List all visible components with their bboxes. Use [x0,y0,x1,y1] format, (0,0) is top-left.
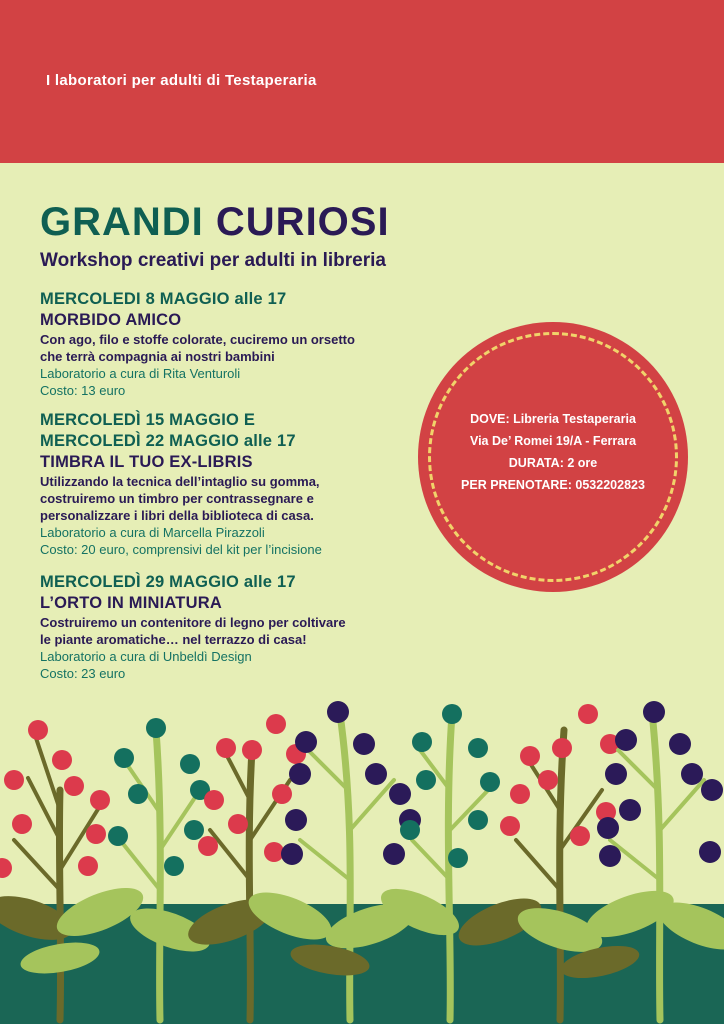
event-meta [40,365,420,399]
event-date [40,410,420,452]
event-description-line: costruiremo un timbro per contrassegnare e [40,491,314,506]
event-description [40,473,420,524]
event-description-line: personalizzare i libri della biblioteca di casa. [40,508,314,523]
event-date [40,289,420,310]
event-host: Laboratorio a cura di Rita Venturoli [40,366,241,381]
event-description-line: che terrà compagnia ai nostri bambini [40,349,275,364]
title-word-grandi: GRANDI [40,200,204,244]
event-timbra-ex-libris [40,410,420,558]
event-date [40,572,420,593]
event-cost: Costo: 23 euro [40,666,126,681]
info-booking: PER PRENOTARE: 0532202823 [461,478,645,492]
header-subtitle: I laboratori per adulti di Testaperaria [46,72,317,89]
tagline: Workshop creativi per adulti in libreria [40,250,386,271]
event-meta [40,524,420,558]
event-date-line: MERCOLEDÌ 15 MAGGIO E [40,411,256,429]
berry-garden-illustration [0,690,724,1024]
title-word-curiosi: CURIOSI [215,200,390,244]
event-cost: Costo: 20 euro, comprensivi del kit per l’incisione [40,542,322,557]
event-date-line: MERCOLEDÌ 29 MAGGIO alle 17 [40,573,296,591]
info-duration: DURATA: 2 ore [508,456,598,470]
info-where: DOVE: Libreria Testaperaria [470,412,636,426]
info-text [418,408,688,496]
page-title [40,198,390,246]
event-orto-in-miniatura [40,572,420,682]
event-date-line: MERCOLEDI 8 MAGGIO alle 17 [40,290,287,308]
event-host: Laboratorio a cura di Unbeldì Design [40,649,252,664]
event-meta [40,648,420,682]
event-name: MORBIDO AMICO [40,311,182,329]
info-address: Via De’ Romei 19/A - Ferrara [469,434,637,448]
event-cost: Costo: 13 euro [40,383,126,398]
event-morbido-amico [40,289,420,399]
top-banner [0,0,724,163]
event-name: TIMBRA IL TUO EX-LIBRIS [40,453,253,471]
event-description [40,614,420,648]
event-name: L’ORTO IN MINIATURA [40,594,222,612]
event-description-line: le piante aromatiche… nel terrazzo di casa! [40,632,307,647]
info-badge [418,322,688,592]
event-host: Laboratorio a cura di Marcella Pirazzoli [40,525,265,540]
event-description-line: Utilizzando la tecnica dell’intaglio su gomma, [40,474,320,489]
event-description-line: Con ago, filo e stoffe colorate, cuciremo un orsetto [40,332,355,347]
event-date-line: MERCOLEDÌ 22 MAGGIO alle 17 [40,432,296,450]
event-description-line: Costruiremo un contenitore di legno per coltivare [40,615,346,630]
event-description [40,331,420,365]
